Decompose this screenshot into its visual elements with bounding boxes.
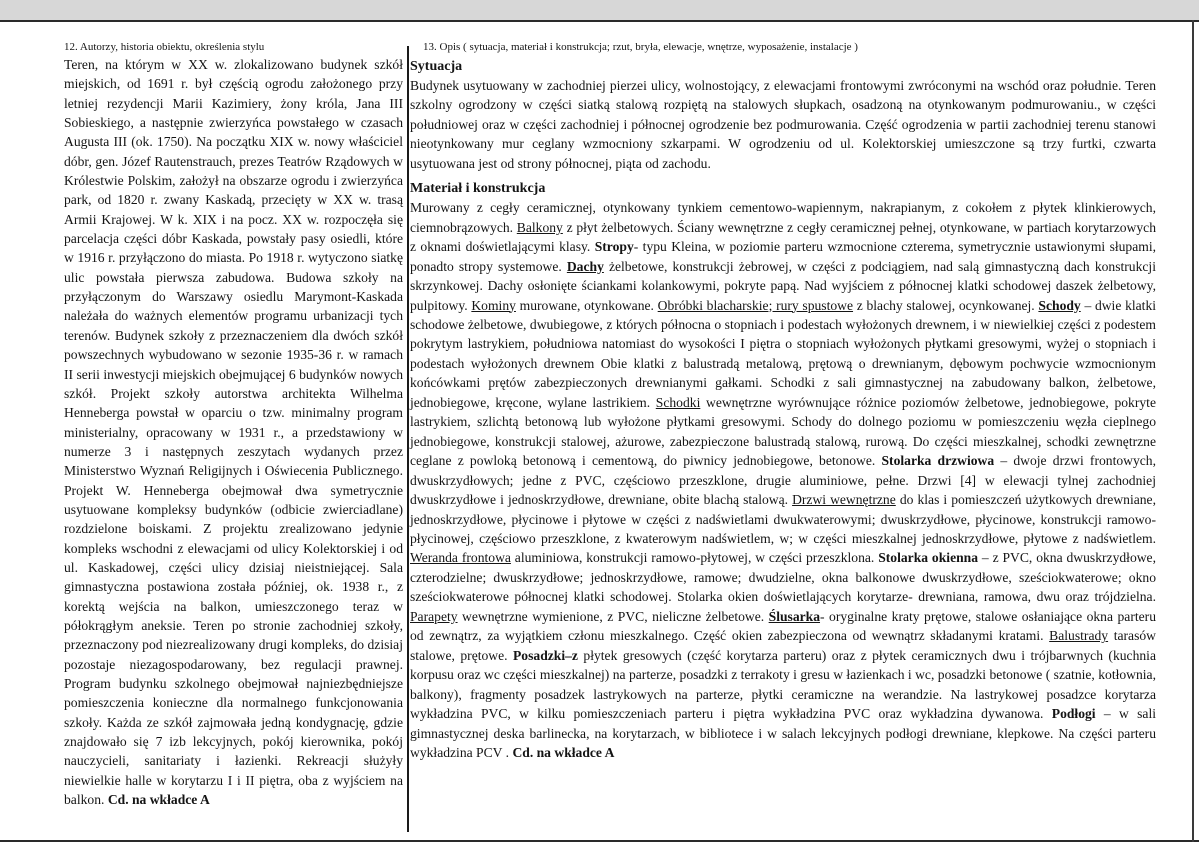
term-posadzki: Posadzki–z	[513, 647, 578, 663]
materials-text: – dwie klatki schodowe żelbetowe, dwubiegowe, z których północna o stopniach i podestach wyłożonych drewnem, i w niewielkiej części z podestem pokrytym lastrykiem, południowa natomiast do wysokości I piętra o stopniach wyłożonych płytkami gresowymi, wyżej o stopniach i podestach wyłożonych drewnem Obie klatki z balustradą metalową, prętową o drewnianym, dębowym pochwycie wzmocnionym końcówkami prętów zabezpieczonych drewnianymi gałkami. Schodki z sali gimnastycznej na zabudowany balkon, żelbetowe, jednobiegowe, kręcone, wylane lastrikiem.	[410, 297, 1157, 410]
materials-continued: Cd. na wkładce A	[512, 744, 615, 760]
history-text: Teren, na którym w XX w. zlokalizowano budynek szkół miejskich, od 1691 r. był częścią ogrodu założonego przy letniej rezydencji Marii Kazimiery, żony króla, Jana III Sobieskiego, a następnie zwierzyńca powstałego w czasach Augusta III (ok. 1750). Na początku XIX w. nowy właściciel dóbr, gen. Józef Rautenstrauch, prezes Teatrów Rządowych w Królestwie Polskim, założył na obszarze ogrodu i zwierzyńca park, od 1820 r. zwany Kaskadą, przecięty w XX w. trasą Armii Krajowej. W k. XIX i na pocz. XX w. rozpoczęła się parcelacja części dóbr Kaskada, powstały pasy osiedli, które w 1916 r. przyłączono do miasta. Po 1918 r. wytyczono siatkę ulic powstała pierwsza zabudowa. Budowa szkoły na przyłączonym do Warszawy osiedlu Marymont-Kaskada należała do ważnych elementów programu urbanizacji tych terenów. Budynek szkoły z przeznaczeniem dla dwóch szkół powszechnych wybudowano w sezonie 1935-36 r. w ramach II serii inwestycji miejskich obejmującej 6 budynków nowych szkół. Projekt szkoły autorstwa architekta Wilhelma Henneberga powstał w oparciu o tzw. minimalny program ministerialny, opracowany w 1931 r., a przedstawiony w numerze 3 i następnych zeszytach wydanych przez Ministerstwo Wyznań Religijnych i Oświecenia Publicznego. Projekt W. Henneberga obejmował dwa symetrycznie usytuowane kompleksy budynków (odbicie zwierciadlane) rozdzielone boiskami. Z projektu zrealizowano jedynie kompleks wschodni z elewacjami od ulicy Kolektorskiej i od ul. Kaskadowej, części ulicy dzisiaj nieistniejącej. Sala gimnastyczna postawiona została później, ok. 1938 r., z korektą wejścia na balkon, umieszczonego teraz w półokrągłym aneksie. Teren po stronie zachodniej szkoły, przeznaczony pod niezrealizowany drugi kompleks, do dzisiaj pozostaje niezagospodarowany, bez regulacji prawnej. Program budynku szkolnego obejmował najniezbędniejsze pomieszczenia konieczne dla normalnego funkcjonowania szkoły. Każda ze szkół zajmowała jedną kondygnację, gdzie znajdowało się 7 izb lekcyjnych, pokój kierownika, pokój nauczycieli, sanitariaty i łazienki. Rekreacji służyły niewielkie halle w korytarzu I i II piętra, oba z wyjściem na balkon.	[64, 57, 403, 808]
materials-text: tarasów stalowe, prętowe.	[410, 628, 1156, 663]
term-kominy: Kominy	[471, 297, 516, 313]
section-materials	[410, 180, 1156, 762]
section-materials-title: Materiał i konstrukcja	[410, 181, 546, 197]
term-podlogi: Podłogi	[1051, 706, 1096, 722]
term-balustrady: Balustrady	[1049, 628, 1109, 644]
materials-text: z blachy stalowej, ocynkowanej.	[853, 297, 1039, 313]
materials-text: murowane, otynkowane.	[515, 297, 658, 313]
materials-text: żelbetowe, konstrukcji żebrowej, w części z podciągiem, nad salą gimnastyczną dach konstrukcji skrzynkowej. Dachy osłonięte ściankami kolankowymi, pokryte papą. Nad wyjściem z północnej klatki schodowej daszek żelbetowy, pulpitowy.	[410, 258, 1156, 313]
materials-text: - oryginalne kraty prętowe, stalowe osłaniające okna parteru od zewnątrz, za wyjątkiem członu mieszkalnego. Część okien zabezpieczona od wewnątrz składanymi kratami.	[410, 608, 1156, 644]
term-parapety: Parapety	[410, 608, 458, 624]
section-materials-body	[410, 198, 1156, 762]
term-stropy: Stropy	[594, 239, 634, 255]
page-right-border	[1192, 20, 1194, 842]
section-location-title: Sytuacja	[410, 59, 463, 74]
column-divider	[407, 46, 409, 832]
materials-text: z płyt żelbetowych. Ściany wewnętrzne z cegły ceramicznej pełnej, otynkowane, w partiach korytarzowych z oknami doświetlającymi klasy.	[410, 219, 1156, 255]
history-heading: 12. Autorzy, historia obiektu, określenia stylu	[64, 41, 265, 53]
term-schodki: Schodki	[655, 394, 701, 410]
section-location-body: Budynek usytuowany w zachodniej pierzei ulicy, wolnostojący, z elewacjami frontowymi zwróconymi na wschód oraz południe. Teren szkolny ogrodzony w części siatką stalową rozpiętą na stalowych słupkach, osadzoną na otynkowanym podmurowaniu., w części południowej oraz w części zachodniej i północnej ogrodzenie bez podmurowania. Część ogrodzenia w partii zachodniej terenu stanowi nieotynkowany mur ceglany wzmocniony szkarpami. W ogrodzeniu od ul. Kolektorskiej umieszczone są trzy furtki, czwarta usytuowana jest od strony północnej, piąta od zachodu.	[410, 78, 1156, 171]
scan-top-margin	[0, 0, 1199, 20]
materials-text: Murowany z cegły ceramicznej, otynkowany tynkiem cementowo-wapiennym, nakrapianym, z cokołem z płytek klinkierowych, ciemnobrązowych.	[410, 200, 1156, 235]
materials-text: wewnętrzne wymienione, z PVC, nieliczne żelbetowe.	[457, 608, 769, 624]
materials-text: - typu Kleina, w poziomie parteru wzmocnione czterema, symetrycznie ustawionymi słupami, ponadto stropy systemowe.	[410, 239, 1157, 274]
term-schody: Schody	[1038, 297, 1081, 313]
term-balkony: Balkony	[516, 219, 563, 235]
term-stolarka-drzwiowa: Stolarka drzwiowa	[881, 453, 995, 469]
history-continued: Cd. na wkładce A	[107, 792, 210, 808]
materials-text: – w sali gimnastycznej deska barlinecka, na korytarzach, w bibliotece i w salach lekcyjnych podłogi drewniane, klepkowe. Na części parteru wykładzina PCV .	[410, 706, 1156, 760]
page-bottom-border	[0, 840, 1199, 842]
page-top-border	[0, 20, 1199, 22]
materials-text: – z PVC, okna dwuskrzydłowe, czterodzielne; dwuskrzydłowe; jednoskrzydłowe, ramowe; dwudzielne, okna balkonowe dwuskrzydłowe, sześciokwaterowe; okno sześciokwaterowe północnej klatki schodowej. Stolarka okien doświetlających korytarze- drewniana, ramowa, dwu oraz trójdzielna.	[410, 550, 1156, 605]
term-stolarka-okienna: Stolarka okienna	[878, 550, 979, 566]
history-column	[64, 40, 403, 809]
section-location	[410, 58, 1156, 173]
history-body	[64, 55, 403, 809]
term-weranda-frontowa: Weranda frontowa	[410, 550, 511, 566]
description-heading: 13. Opis ( sytuacja, materiał i konstrukcja; rzut, bryła, elewacje, wnętrze, wyposażenie, instalacje )	[423, 41, 858, 53]
materials-text: do klas i pomieszczeń użytkowych drewniane, jednoskrzydłowe, płycinowe i płytowe w części z nadświetlami dwukwaterowymi; dwuskrzydłowe, płycinowe, konstrukcji ramowo-płycinowej, częściowo przeszklone, z kwaterowym nadświetlem, w; w części mieszkalnej jednoskrzydłowe, płytowe z nadświetlem.	[410, 492, 1156, 546]
term-slusarka: Ślusarka	[768, 608, 821, 624]
term-obrobki-blacharskie: Obróbki blacharskie; rury spustowe	[657, 297, 854, 313]
term-drzwi-wewnetrzne: Drzwi wewnętrzne	[792, 492, 896, 508]
term-dachy: Dachy	[566, 258, 604, 274]
materials-text: wewnętrzne wyrównujące różnice poziomów żelbetowe, jednobiegowe, pokryte lastrykiem, szlichtą betonową lub wyłożone płytkami gresowymi. Schody do dolnego poziomu w pomieszczeniu węzła cieplnego jednobiegowe, konstrukcji stalowej, ażurowe, zabezpieczone balustradą stalową, rurową. Do części mieszkalnej, schodki zewnętrzne ceglane z powloką betonową i cementową, do piwnicy jednobiegowe, betonowe.	[410, 394, 1156, 469]
materials-text: aluminiowa, konstrukcji ramowo-płytowej, w części przeszklona.	[510, 550, 879, 566]
materials-text: – dwoje drzwi frontowych, dwuskrzydłowych; jedne z PVC, częściowo przeszklone, drugie aluminiowe, pełne. Drzwi [4] w elewacji tylnej zachodniej dwuskrzydłowe i jednoskrzydłowe, drewniane, obite blachą stalową.	[410, 453, 1156, 508]
materials-text: płytek gresowych (część korytarza parteru) oraz z płytek ceramicznych dwu i trójbarwnych (kuchnia korpusu oraz wc części mieszkalnej) na parterze, posadzki z terrakoty i gresu w łazienkach i wc, posadzki betonowe ( szatnie, kotłownia, balkony), fragmenty posadzek lastrykowych na parterze, płytki ceramiczne na werandzie. Na lastrykowej posadzce korytarza wykładzina PVC, w kilku pomieszczeniach parteru i piętra wykładzina PVC oraz wykładzina dywanowa.	[410, 647, 1156, 722]
description-column	[410, 40, 1156, 762]
